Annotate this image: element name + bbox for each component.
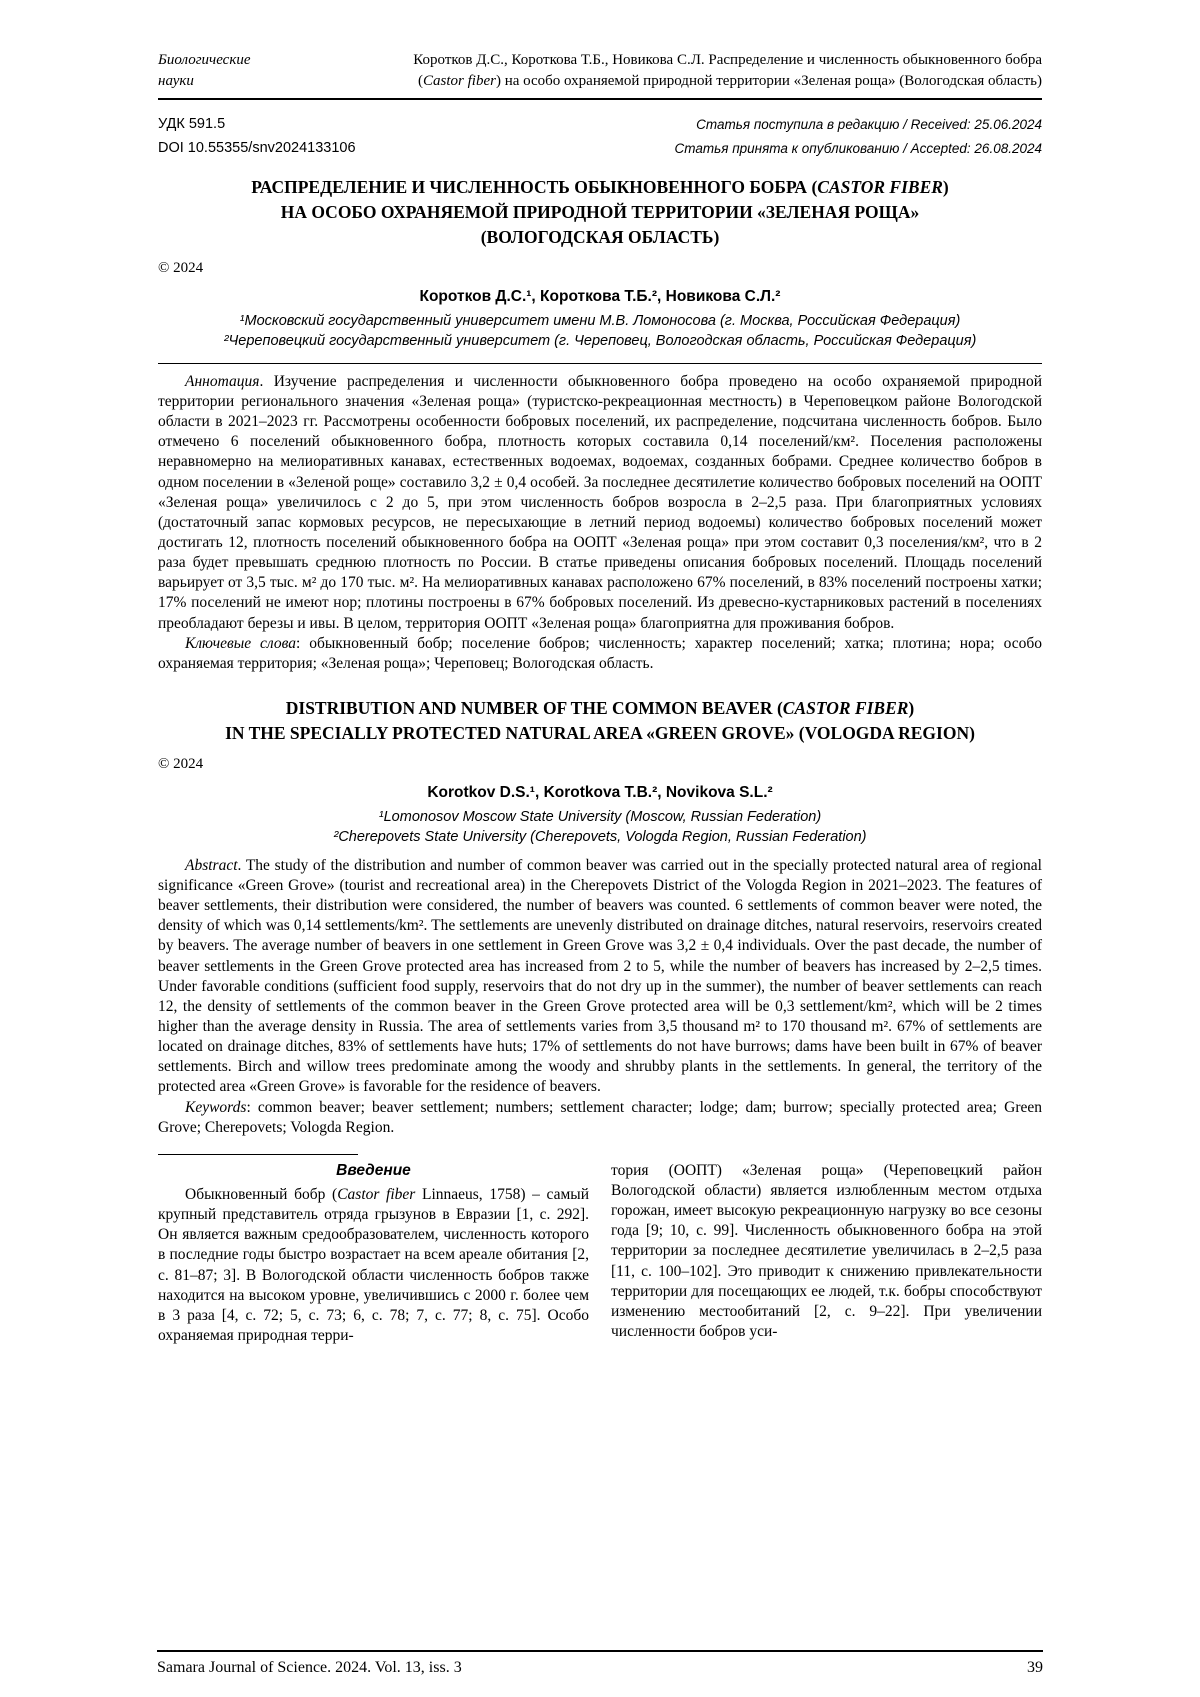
species-name-italic: Castor fiber <box>423 72 496 89</box>
section-divider <box>158 1154 358 1155</box>
species-name-italic: Castor fiber <box>337 1186 416 1204</box>
citation-line2 <box>413 71 1042 92</box>
citation-rest: ) на особо охраняемой природной территории «Зеленая роща» (Вологодская область) <box>495 72 1042 89</box>
affiliation-en-1: ¹Lomonosov Moscow State University (Moscow, Russian Federation) <box>378 808 822 825</box>
intro-paragraph-left <box>158 1185 589 1346</box>
citation-line1: Коротков Д.С., Короткова Т.Б., Новикова С.Л. Распределение и численность обыкновенного бобра <box>413 52 1042 68</box>
page-content <box>158 0 1042 1346</box>
keywords-ru-label: Ключевые слова <box>185 634 297 652</box>
intro-left-pre: Обыкновенный бобр ( <box>185 1186 338 1204</box>
article-title-en <box>158 696 1042 747</box>
abstract-ru <box>158 372 1042 634</box>
authors-en: Korotkov D.S.¹, Korotkova T.B.², Novikova S.L.² <box>427 783 773 801</box>
affiliations-ru <box>158 311 1042 352</box>
title-en-line1 <box>158 696 1042 721</box>
intro-right-column <box>611 1161 1042 1346</box>
accepted-date: Статья принята к опубликованию / Accepted: 26.08.2024 <box>674 141 1042 156</box>
keywords-ru-text: : обыкновенный бобр; поселение бобров; численность; характер поселений; хатка; плотина; нора; особо охраняемая территория; «Зеленая роща»; Череповец; Вологодская область. <box>158 634 1043 672</box>
udc-code: УДК 591.5 <box>158 116 226 133</box>
intro-left-rest: Linnaeus, 1758) – самый крупный представитель отряда грызунов в Евразии [1, с. 292]. Он является важным средообразователем, численность которого в последние годы быстро возрастает на всем ареале обитания [2, с. 81–87; 3]. В Вологодской области численность бобров также находится на высоком уровне, увеличившись с 2000 г. более чем в 3 раза [4, с. 72; 5, с. 73; 6, с. 78; 7, с. 77; 8, с. 75]. Особо охраняемая природная терри- <box>158 1186 589 1345</box>
journal-name: Samara Journal of Science. 2024. Vol. 13, iss. 3 <box>157 1659 462 1676</box>
section-label-line2: науки <box>158 72 194 89</box>
english-block <box>158 696 1042 1138</box>
abstract-en <box>158 856 1042 1098</box>
meta-dates <box>675 113 1042 160</box>
copyright-ru: © 2024 <box>158 259 204 276</box>
affiliation-ru-1: ¹Московский государственный университет имени М.В. Ломоносова (г. Москва, Российская Федерация) <box>239 312 961 329</box>
citation-open-paren: ( <box>418 72 424 89</box>
abstract-ru-text: . Изучение распределения и численности обыкновенного бобра проведено на особо охраняемой природной территории регионального значения «Зеленая роща» (туристско-рекреационная местность) в Череповецком районе Вологодской области в 2021–2023 гг. Рассмотрены особенности бобровых поселений, их распределение, подсчитана численность бобров. Было отмечено 6 поселений обыкновенного бобра, плотность которых составила 0,14 поселений/км². Поселения расположены неравномерно на мелиоративных канавах, естественных водоемах, водоемах, созданных бобрами. Среднее количество бобров в одном поселении в «Зеленой роще» составило 3,2 ± 0,4 особей. За последнее десятилетие количество бобровых поселений на ООПТ «Зеленая роща» увеличилось с 2 до 5, при этом численность бобров возросла в 2–2,5 раза. При благоприятных условиях (достаточный запас кормовых ресурсов, не пересыхающие в летний период водоемы) количество бобровых поселений может достигать 12, плотность поселений обыкновенного бобра на ООПТ «Зеленая роща» при этом составит 0,3 поселения/км², что в 2 раза будет превышать среднюю плотность по России. В статье приведены описания бобровых поселений. Площадь поселений варьирует от 3,5 тыс. м² до 170 тыс. м². На мелиоративных канавах расположено 67% поселений, в 83% поселений построены хатки; 17% поселений не имеют нор; плотины построены в 67% бобровых поселений. Из древесно-кустарниковых растений в поселениях преобладают березы и ивы. В целом, территория ООПТ «Зеленая роща» благоприятна для проживания бобров. <box>158 372 1042 632</box>
affiliation-ru-2: ²Череповецкий государственный университет (г. Череповец, Вологодская область, Российская Федерация) <box>223 333 977 350</box>
title-ru-line1-pre: РАСПРЕДЕЛЕНИЕ И ЧИСЛЕННОСТЬ ОБЫКНОВЕННОГО БОБРА ( <box>251 176 818 197</box>
intro-left-column <box>158 1161 589 1346</box>
intro-paragraph-right: тория (ООПТ) «Зеленая роща» (Череповецкий район Вологодской области) является излюбленным местом отдыха горожан, имеет высокую рекреационную нагрузку во все сезоны года [9; 10, с. 99]. Численность обыкновенного бобра на этой территории за последнее десятилетие увеличилась в 2–2,5 раза [11, с. 100–102]. Это приводит к снижению привлекательности территории для посещающих ее людей, т.к. бобры способствуют изменению местообитаний [2, с. 9–22]. При увеличении численности бобров уси- <box>611 1161 1042 1341</box>
article-meta <box>158 113 1042 160</box>
section-label <box>158 50 251 91</box>
keywords-en-text: : common beaver; beaver settlement; numbers; settlement character; lodge; dam; burrow; specially protected area; Green Grove; Cherepovets; Vologda Region. <box>158 1098 1042 1136</box>
section-label-line1: Биологические <box>158 52 251 68</box>
running-head <box>158 50 1042 100</box>
received-date: Статья поступила в редакцию / Received: 25.06.2024 <box>696 117 1042 133</box>
title-ru-line1 <box>158 175 1042 200</box>
abstract-en-label: Abstract <box>185 856 238 874</box>
title-ru-line3: (ВОЛОГОДСКАЯ ОБЛАСТЬ) <box>480 227 720 248</box>
intro-section <box>158 1161 1042 1346</box>
keywords-ru <box>158 634 1042 674</box>
title-en-line1-pre: DISTRIBUTION AND NUMBER OF THE COMMON BEAVER ( <box>285 698 783 719</box>
title-en-line1-post: ) <box>908 698 915 719</box>
page-number: 39 <box>1027 1659 1043 1676</box>
divider-rule <box>158 363 1042 364</box>
keywords-en <box>158 1098 1042 1138</box>
title-ru-line2: НА ОСОБО ОХРАНЯЕМОЙ ПРИРОДНОЙ ТЕРРИТОРИИ «ЗЕЛЕНАЯ РОЩА» <box>280 202 920 222</box>
title-ru-line1-post: ) <box>942 176 949 197</box>
article-title-ru <box>158 175 1042 251</box>
copyright-en: © 2024 <box>158 755 204 772</box>
title-en-line2: IN THE SPECIALLY PROTECTED NATURAL AREA «GREEN GROVE» (VOLOGDA REGION) <box>225 723 975 744</box>
abstract-en-text: . The study of the distribution and number of common beaver was carried out in the specially protected natural area of regional significance «Green Grove» (tourist and recreational area) in the Cherepovets District of the Vologda Region in 2021–2023. The features of beaver settlements, their distribution were considered, the number of beavers was counted. 6 settlements of common beaver were noted, the density of which was 0,14 settlements/km². The settlements are unevenly distributed on drainage ditches, natural reservoirs, reservoirs created by beavers. The average number of beavers in one settlement in Green Grove was 3,2 ± 0,4 individuals. Over the past decade, the number of beaver settlements in the Green Grove protected area has increased from 2 to 5, while the number of beavers has increased by 2–2,5 times. Under favorable conditions (sufficient food supply, reservoirs that do not dry up in the summer), the number of beaver settlements can reach 12, the density of settlements of the common beaver in the Green Grove protected area will be 0,3 settlement/km², which will be 2 times higher than the average density in Russia. The area of settlements varies from 3,5 thousand m² to 170 thousand m². 67% of settlements are located on drainage ditches, 83% of settlements have huts; 17% of settlements do not have burrows; dams have been built in 67% of beaver settlements. Birch and willow trees predominate among the woody and shrubby plants in the settlements. In general, the territory of the protected area «Green Grove» is favorable for the residence of beavers. <box>158 856 1042 1096</box>
intro-heading: Введение <box>336 1161 411 1179</box>
doi-code: DOI 10.55355/snv2024133106 <box>158 139 356 156</box>
species-name-italic: CASTOR FIBER <box>817 176 943 197</box>
page-footer <box>157 1650 1043 1677</box>
affiliation-en-2: ²Cherepovets State University (Cherepovets, Vologda Region, Russian Federation) <box>333 829 867 846</box>
keywords-en-label: Keywords <box>185 1098 247 1116</box>
running-head-citation <box>413 50 1042 91</box>
abstract-ru-label: Аннотация <box>185 372 260 390</box>
affiliations-en <box>158 807 1042 848</box>
species-name-italic: CASTOR FIBER <box>782 698 909 719</box>
authors-ru: Коротков Д.С.¹, Короткова Т.Б.², Новикова С.Л.² <box>419 287 781 305</box>
meta-identifiers <box>158 113 356 160</box>
